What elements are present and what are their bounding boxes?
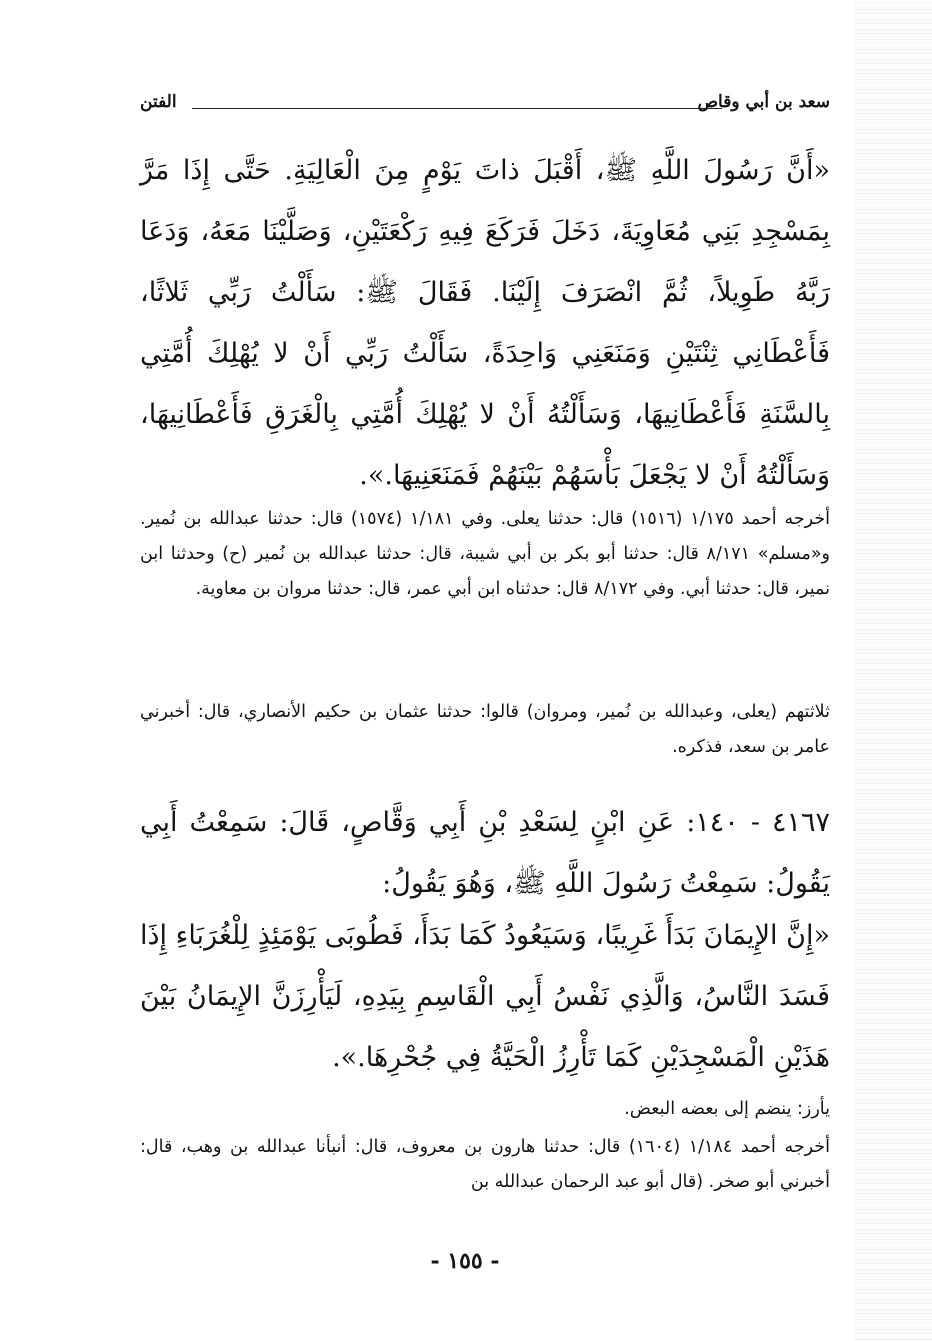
takhrij-2-paragraph: أخرجه أحمد ١/١٨٤ (١٦٠٤) قال: حدثنا هارون بن معروف، قال: أنبأنا عبدالله بن وهب، قال: أخبرني أبو صخر. (قال أبو عبد الرحمان عبدالله بن xyxy=(140,1137,830,1192)
hadith-2-intro xyxy=(140,792,830,914)
hadith-text-2 xyxy=(140,905,830,1088)
header-left-title: الفتن xyxy=(140,92,177,112)
chain-note xyxy=(140,695,830,765)
scan-edge-shadow xyxy=(854,0,932,1341)
header-right-title: سعد بن أبي وقاص xyxy=(697,92,830,112)
gloss-paragraph: يأرز: ينضم إلى بعضه البعض. xyxy=(624,1099,830,1119)
hadith-text-1 xyxy=(140,140,830,506)
takhrij-1-paragraph: أخرجه أحمد ١/١٧٥ (١٥١٦) قال: حدثنا يعلى. وفي ١/١٨١ (١٥٧٤) قال: حدثنا عبدالله بن نُمير. و«مسلم» ٨/١٧١ قال: حدثنا أبو بكر بن أبي شيبة، قال: حدثنا عبدالله بن نُمير (ح) وحدثنا ابن نمير، قال: حدثنا أبي. وفي ٨/١٧٢ قال: حدثناه ابن أبي عمر، قال: حدثنا مروان بن معاوية. xyxy=(140,509,830,599)
gloss xyxy=(140,1092,830,1127)
hadith-1-paragraph: «أَنَّ رَسُولَ اللَّهِ ﷺ، أَقْبَلَ ذاتَ يَوْمٍ مِنَ الْعَالِيَةِ. حَتَّى إِذَا مَرَّ بِمَسْجِدِ بَنِي مُعَاوِيَةَ، دَخَلَ فَرَكَعَ فِيهِ رَكْعَتَيْنِ، وَصَلَّيْنَا مَعَهُ، وَدَعَا رَبَّهُ طَوِيلاً، ثُمَّ انْصَرَفَ إِلَيْنَا. فَقَالَ ﷺ: سَأَلْتُ رَبِّي ثَلاثًا، فَأَعْطَانِي ثِنْتَيْنِ وَمَنَعَنِي وَاحِدَةً، سَأَلْتُ رَبِّي أَنْ لا يُهْلِكَ أُمَّتِي بِالسَّنَةِ فَأَعْطَانِيهَا، وَسَأَلْتُهُ أَنْ لا يُهْلِكَ أُمَّتِي بِالْغَرَقِ فَأَعْطَانِيهَا، وَسَأَلْتُهُ أَنْ لا يَجْعَلَ بَأْسَهُمْ بَيْنَهُمْ فَمَنَعَنِيهَا.». xyxy=(140,155,830,491)
running-header xyxy=(140,90,830,120)
header-rule xyxy=(192,108,722,109)
takhrij-2 xyxy=(140,1130,830,1200)
takhrij-1 xyxy=(140,502,830,607)
page-number: - ١٥٥ - xyxy=(430,1248,500,1274)
hadith-2-paragraph: «إِنَّ الإِيمَانَ بَدَأَ غَرِيبًا، وَسَيَعُودُ كَمَا بَدَأَ، فَطُوبَى يَوْمَئِذٍ لِلْغُرَبَاءِ إِذَا فَسَدَ النَّاسُ، وَالَّذِي نَفْسُ أَبِي الْقَاسِمِ بِيَدِهِ، لَيَأْرِزَنَّ الإِيمَانُ بَيْنَ هَذَيْنِ الْمَسْجِدَيْنِ كَمَا تَأْرِزُ الْحَيَّةُ فِي جُحْرِهَا.». xyxy=(140,920,830,1073)
chain-note-paragraph: ثلاثتهم (يعلى، وعبدالله بن نُمير، ومروان) قالوا: حدثنا عثمان بن حكيم الأنصاري، قال: أخبرني عامر بن سعد، فذكره. xyxy=(140,702,830,757)
hadith-2-intro-paragraph: ٤١٦٧ - ١٤٠: عَنِ ابْنٍ لِسَعْدِ بْنِ أَبِي وَقَّاصٍ، قَالَ: سَمِعْتُ أَبِي يَقُولُ: سَمِعْتُ رَسُولَ اللَّهِ ﷺ، وَهُوَ يَقُولُ: xyxy=(140,807,830,899)
